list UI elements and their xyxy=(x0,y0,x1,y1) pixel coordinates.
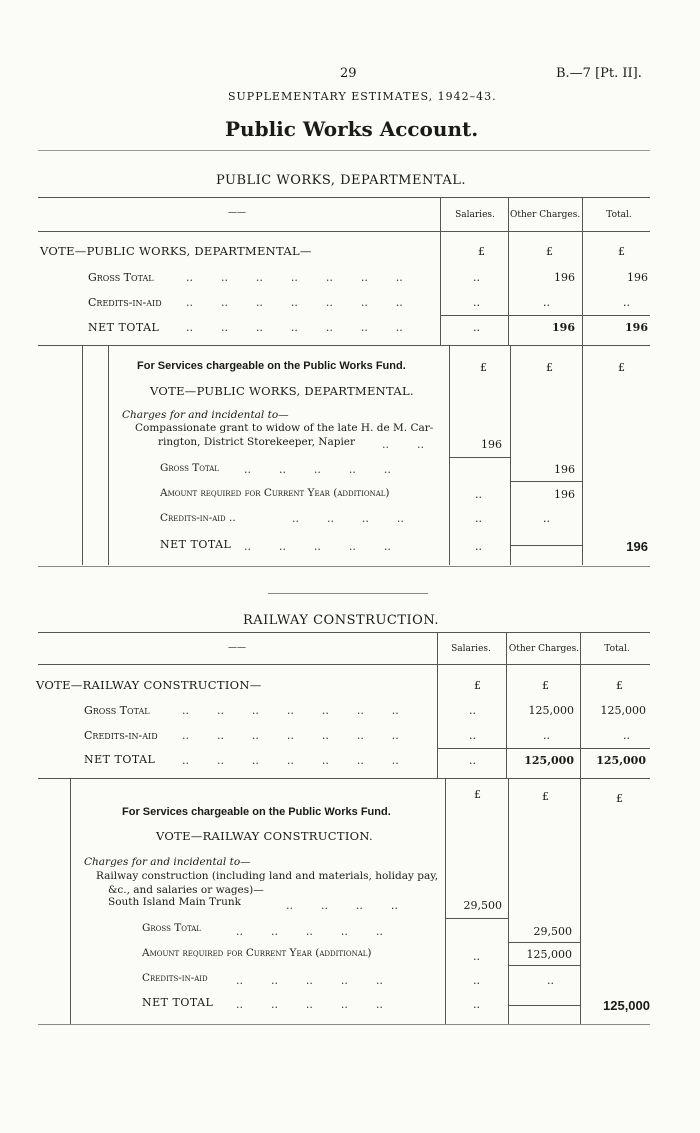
table2-header-rule xyxy=(38,664,650,665)
sum-rule xyxy=(508,1005,580,1006)
table1-header-rule xyxy=(38,231,650,232)
gross-total-salaries: .. xyxy=(469,704,476,717)
services-credits-salaries: .. xyxy=(475,512,482,525)
column-header-salaries: Salaries. xyxy=(455,210,495,220)
vote-label: VOTE—PUBLIC WORKS, DEPARTMENTAL— xyxy=(40,244,312,258)
item-description: Compassionate grant to widow of the late H. de M. Car- xyxy=(135,422,434,434)
section2-heading: RAILWAY CONSTRUCTION. xyxy=(243,613,439,628)
table1-col-divider xyxy=(582,197,583,345)
services-net-total-salaries: .. xyxy=(475,540,482,553)
sum-rule xyxy=(449,457,510,458)
leader-dots: .. .. .. .. .. xyxy=(236,974,383,987)
column-header-other-charges: Other Charges. xyxy=(510,210,581,220)
vote-label: VOTE—RAILWAY CONSTRUCTION— xyxy=(36,678,262,692)
pound-sign: £ xyxy=(542,790,549,803)
net-total-salaries: .. xyxy=(469,754,476,767)
pound-sign: £ xyxy=(478,245,485,258)
item-description: rington, District Storekeeper, Napier xyxy=(158,436,356,448)
services-net-total-salaries: .. xyxy=(473,998,480,1011)
sum-rule xyxy=(508,965,580,966)
services-heading: For Services chargeable on the Public Works Fund. xyxy=(122,806,391,818)
column-header-total: Total. xyxy=(604,644,630,654)
page-title: Public Works Account. xyxy=(225,117,479,141)
sum-rule xyxy=(510,545,582,546)
gross-total-total: 125,000 xyxy=(600,704,646,717)
gross-total-salaries: .. xyxy=(473,271,480,284)
services-gross-total-other: 196 xyxy=(554,463,575,476)
amount-required-label: Amount required for Current Year (additional) xyxy=(160,487,390,499)
sum-rule xyxy=(508,942,580,943)
table1-col-divider xyxy=(582,345,583,565)
pound-sign: £ xyxy=(616,792,623,805)
leader-dots: .. .. xyxy=(382,438,424,451)
gross-total-total: 196 xyxy=(627,271,648,284)
credits-total: .. xyxy=(623,296,630,309)
gross-total-other: 125,000 xyxy=(528,704,574,717)
services-gross-total-other: 29,500 xyxy=(533,925,572,938)
services-block-border xyxy=(82,345,83,565)
services-block-border xyxy=(108,345,109,565)
table1-col-divider xyxy=(440,197,441,345)
document-reference: B.—7 [Pt. II]. xyxy=(556,66,642,81)
leader-dots: .. .. .. .. .. .. .. xyxy=(186,296,403,309)
table1-col-divider xyxy=(449,345,450,565)
credits-other: .. xyxy=(543,296,550,309)
gross-total-label: Gross Total xyxy=(88,271,154,284)
charges-intro: Charges for and incidental to— xyxy=(84,856,251,868)
amount-required-other: 125,000 xyxy=(526,948,572,961)
services-net-total-total: 196 xyxy=(626,539,648,554)
leader-dots: .. .. .. .. xyxy=(292,512,404,525)
pound-sign: £ xyxy=(546,245,553,258)
section-separator xyxy=(268,593,428,594)
net-total-other: 125,000 xyxy=(524,754,574,767)
item-description: South Island Main Trunk xyxy=(108,896,241,908)
pound-sign: £ xyxy=(480,361,487,374)
table2-col-divider xyxy=(506,632,507,778)
leader-dots: .. .. .. .. .. .. .. xyxy=(182,729,399,742)
pound-sign: £ xyxy=(474,679,481,692)
leader-dots: .. .. .. .. .. .. .. xyxy=(182,704,399,717)
leader-dots: .. .. .. .. .. xyxy=(244,463,391,476)
services-net-total-total: 125,000 xyxy=(603,998,650,1013)
table1-end-rule xyxy=(38,566,650,567)
page-subtitle: SUPPLEMENTARY ESTIMATES, 1942–43. xyxy=(228,90,497,103)
net-total-total: 196 xyxy=(625,321,648,334)
sum-rule xyxy=(510,481,582,482)
services-credits-salaries: .. xyxy=(473,974,480,987)
leader-dots: .. .. .. .. .. .. .. xyxy=(186,321,403,334)
services-credits-label: Credits-in-aid xyxy=(142,972,208,984)
table1-col-divider xyxy=(508,197,509,345)
services-block-border xyxy=(70,778,71,1024)
item-salaries: 29,500 xyxy=(463,899,502,912)
services-credits-label: Credits-in-aid .. xyxy=(160,512,236,524)
amount-required-other: 196 xyxy=(554,488,575,501)
table2-top-rule xyxy=(38,632,650,633)
services-heading: For Services chargeable on the Public Works Fund. xyxy=(137,360,406,372)
table2-end-rule xyxy=(38,1024,650,1025)
column-header-other-charges: Other Charges. xyxy=(508,644,580,654)
column-header-total: Total. xyxy=(606,210,632,220)
net-rule xyxy=(437,748,650,749)
credits-total: .. xyxy=(623,729,630,742)
credits-salaries: .. xyxy=(469,729,476,742)
leader-dots: .. .. .. .. xyxy=(286,899,398,912)
table2-col-divider xyxy=(580,632,581,778)
credits-salaries: .. xyxy=(473,296,480,309)
pound-sign: £ xyxy=(474,788,481,801)
services-gross-total-label: Gross Total xyxy=(160,462,219,474)
sum-rule xyxy=(445,918,508,919)
amount-required-label: Amount required for Current Year (additional) xyxy=(142,947,372,959)
pound-sign: £ xyxy=(618,361,625,374)
table1-top-rule xyxy=(38,197,650,198)
net-total-other: 196 xyxy=(552,321,575,334)
services-gross-total-label: Gross Total xyxy=(142,922,201,934)
table2-col-divider xyxy=(445,778,446,1024)
services-credits-other: .. xyxy=(543,512,550,525)
services-net-total-label: NET TOTAL xyxy=(160,538,232,551)
pound-sign: £ xyxy=(546,361,553,374)
item-description: Railway construction (including land and materials, holiday pay, xyxy=(96,870,439,882)
amount-required-salaries: .. xyxy=(473,950,480,963)
table2-col-divider xyxy=(437,632,438,778)
net-total-label: NET TOTAL xyxy=(84,753,156,766)
item-description: &c., and salaries or wages)— xyxy=(108,884,264,896)
net-rule xyxy=(440,315,650,316)
services-vote: VOTE—RAILWAY CONSTRUCTION. xyxy=(156,829,373,843)
table2-col-divider xyxy=(508,778,509,1024)
net-total-salaries: .. xyxy=(473,321,480,334)
table1-col-divider xyxy=(510,345,511,565)
net-total-label: NET TOTAL xyxy=(88,321,160,334)
amount-required-salaries: .. xyxy=(475,488,482,501)
column-header-salaries: Salaries. xyxy=(451,644,491,654)
section1-heading: PUBLIC WORKS, DEPARTMENTAL. xyxy=(216,173,466,188)
column-header-blank: —— xyxy=(228,643,246,653)
leader-dots: .. .. .. .. .. xyxy=(236,925,383,938)
net-total-total: 125,000 xyxy=(596,754,646,767)
gross-total-other: 196 xyxy=(554,271,575,284)
pound-sign: £ xyxy=(542,679,549,692)
services-net-total-label: NET TOTAL xyxy=(142,996,214,1009)
services-vote: VOTE—PUBLIC WORKS, DEPARTMENTAL. xyxy=(150,384,414,398)
leader-dots: .. .. .. .. .. .. .. xyxy=(182,754,399,767)
leader-dots: .. .. .. .. .. .. .. xyxy=(186,271,403,284)
pound-sign: £ xyxy=(618,245,625,258)
item-salaries: 196 xyxy=(481,438,502,451)
credits-other: .. xyxy=(543,729,550,742)
gross-total-label: Gross Total xyxy=(84,704,150,717)
leader-dots: .. .. .. .. .. xyxy=(244,540,391,553)
leader-dots: .. .. .. .. .. xyxy=(236,998,383,1011)
table1-bottom-rule xyxy=(38,345,650,346)
charges-intro: Charges for and incidental to— xyxy=(122,409,289,421)
table2-bottom-rule xyxy=(38,778,650,779)
page-number: 29 xyxy=(340,66,357,81)
pound-sign: £ xyxy=(616,679,623,692)
credits-label: Credits-in-aid xyxy=(88,296,162,309)
credits-label: Credits-in-aid xyxy=(84,729,158,742)
services-credits-other: .. xyxy=(547,974,554,987)
table2-col-divider xyxy=(580,778,581,1024)
title-rule xyxy=(38,150,650,151)
column-header-blank: —— xyxy=(228,208,246,218)
